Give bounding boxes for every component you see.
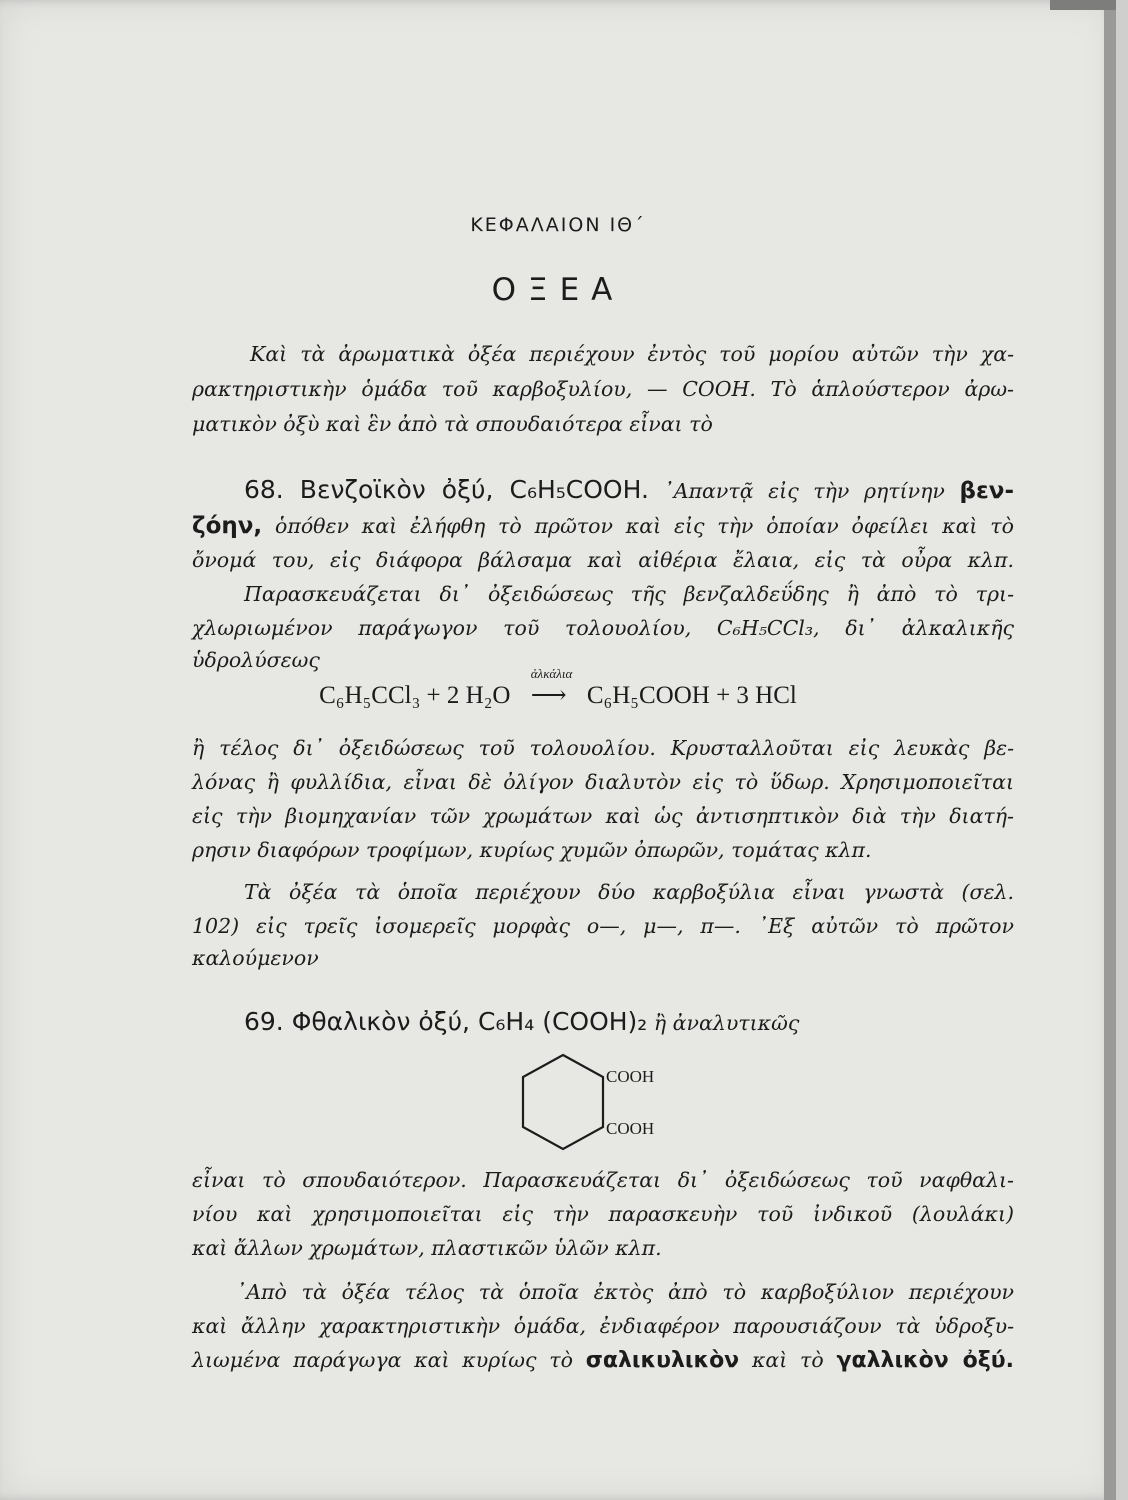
chapter-heading: ΚΕΦΑΛΑΙΟΝ ΙΘ΄ xyxy=(470,214,646,236)
intro-line-2: ρακτηριστικὴν ὁμάδα τοῦ καρβοξυλίου, — COOH. Τὸ ἁπλούστερον ἀρω- xyxy=(192,377,1014,401)
bold-term-salicylic: σαλικυλικὸν xyxy=(585,1348,740,1373)
section-69-heading: 69. Φθαλικὸν ὀξύ, C₆H₄ (COOH)₂ xyxy=(244,1007,648,1036)
chapter-title: ΟΞΕΑ xyxy=(491,272,625,308)
cooh-bottom-label: COOH xyxy=(606,1119,655,1138)
section-68-line-2-text: ὁπόθεν καὶ ἐλήφθη τὸ πρῶτον καὶ εἰς τὴν ὁποίαν ὀφείλει καὶ τὸ xyxy=(275,514,1014,538)
prop-line-1: ἢ τέλος δι᾽ ὀξειδώσεως τοῦ τολουολίου. Κρυσταλλοῦται εἰς λευκὰς βε- xyxy=(192,736,1014,760)
cooh-top-label: COOH xyxy=(606,1067,655,1086)
arrow-label: ἀλκάλια xyxy=(530,666,573,681)
prop-line-4: ρησιν διαφόρων τροφίμων, κυρίως χυμῶν ὀπωρῶν, τομάτας κλπ. xyxy=(192,838,872,862)
arrow-icon: ⟶ xyxy=(530,682,567,709)
intro-line-3: ματικὸν ὀξὺ καὶ ἓν ἀπὸ τὰ σπουδαιότερα εἶναι τὸ xyxy=(192,412,713,436)
phthalic-line-2: νίου καὶ χρησιμοποιεῖται εἰς τὴν παρασκευὴν τοῦ ἰνδικοῦ (λουλάκι) xyxy=(192,1202,1014,1226)
benzene-ring xyxy=(523,1055,603,1149)
prep-line-2: χλωριωμένον παράγωγον τοῦ τολουολίου, C₆H₅CCl₃, δι᾽ ἀλκαλικῆς xyxy=(192,616,1014,640)
final-line-2: καὶ ἄλλην χαρακτηριστικὴν ὁμάδα, ἐνδιαφέρον παρουσιάζουν τὰ ὑδροξυ- xyxy=(192,1314,1014,1338)
prop-line-2: λόνας ἢ φυλλίδια, εἶναι δὲ ὀλίγον διαλυτὸν εἰς τὸ ὕδωρ. Χρησιμοποιεῖται xyxy=(192,770,1014,794)
intro-line-1: Καὶ τὰ ἀρωματικὰ ὀξέα περιέχουν ἐντὸς τοῦ μορίου αὐτῶν τὴν χα- xyxy=(250,342,1014,366)
prep-line-1: Παρασκευάζεται δι᾽ ὀξειδώσεως τῆς βενζαλδεΰδης ἢ ἀπὸ τὸ τρι- xyxy=(244,582,1014,606)
section-69-head-rest: ἢ ἀναλυτικῶς xyxy=(653,1011,800,1035)
reaction-arrow xyxy=(530,666,573,710)
equation-left: C₆H₅CCl₃ + 2 H₂O xyxy=(319,682,511,709)
diacid-line-1: Τὰ ὀξέα τὰ ὁποῖα περιέχουν δύο καρβοξύλια εἶναι γνωστὰ (σελ. xyxy=(244,880,1014,904)
reaction-equation xyxy=(0,666,1116,710)
equation-right: C₆H₅COOH + 3 HCl xyxy=(586,682,797,709)
phthalic-line-3: καὶ ἄλλων χρωμάτων, πλαστικῶν ὑλῶν κλπ. xyxy=(192,1236,662,1260)
diacid-line-3: καλούμενον xyxy=(192,946,319,970)
phthalic-acid-structure xyxy=(518,1052,688,1162)
bold-term-benzoin-a: βεν- xyxy=(959,478,1014,504)
prep-line-3: ὑδρολύσεως xyxy=(192,648,320,672)
section-69-heading-line xyxy=(244,1008,799,1037)
bold-term-gallic: γαλλικὸν ὀξύ. xyxy=(836,1348,1014,1373)
phthalic-line-1: εἶναι τὸ σπουδαιότερον. Παρασκευάζεται δι᾽ ὀξειδώσεως τοῦ ναφθαλι- xyxy=(192,1168,1014,1192)
final-line-1: ᾽Απὸ τὰ ὀξέα τέλος τὰ ὁποῖα ἐκτὸς ἀπὸ τὸ καρβοξύλιον περιέχουν xyxy=(236,1280,1014,1304)
prop-line-3: εἰς τὴν βιομηχανίαν τῶν χρωμάτων καὶ ὡς ἀντισηπτικὸν διὰ τὴν διατή- xyxy=(192,804,1014,828)
diacid-line-2: 102) εἰς τρεῖς ἰσομερεῖς μορφὰς ο—, μ—, π—. ᾽Εξ αὐτῶν τὸ πρῶτον xyxy=(192,914,1014,938)
section-68-heading-line xyxy=(244,476,1014,505)
section-68-head-rest: ᾽Απαντᾷ εἰς τὴν ρητίνην xyxy=(663,479,945,503)
section-68-line-2 xyxy=(192,512,1014,540)
final-line-3-text-b: καὶ τὸ xyxy=(751,1348,824,1372)
section-68-line-3: ὄνομά του, εἰς διάφορα βάλσαμα καὶ αἰθέρια ἔλαια, εἰς τὰ οὖρα κλπ. xyxy=(192,548,1014,572)
final-line-3-text-a: λιωμένα παράγωγα καὶ κυρίως τὸ xyxy=(192,1348,573,1372)
page-corner xyxy=(1050,0,1116,10)
section-68-heading: 68. Βενζοϊκὸν ὀξύ, C₆H₅COOH. xyxy=(244,475,649,504)
bold-term-benzoin-b: ζόην, xyxy=(192,513,263,539)
final-line-3 xyxy=(192,1346,1014,1375)
